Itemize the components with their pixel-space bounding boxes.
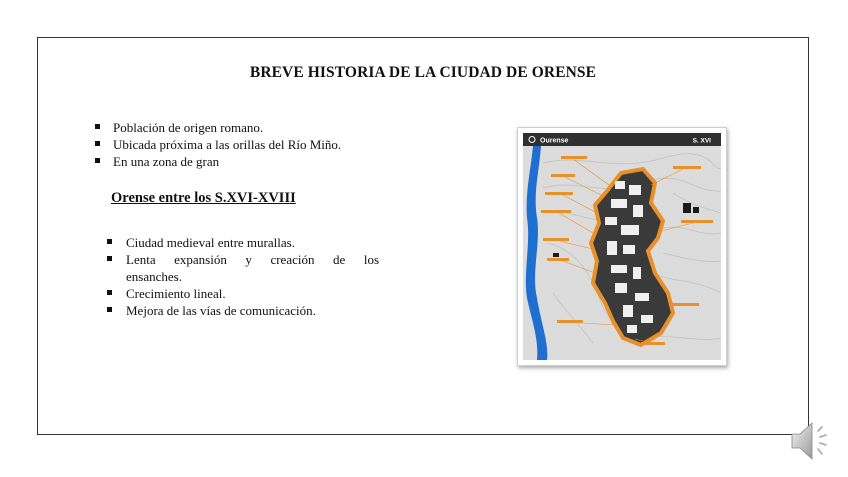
outlying-building: [693, 207, 699, 213]
slide-title: BREVE HISTORIA DE LA CIUDAD DE ORENSE: [249, 64, 597, 81]
list-item-continuation: ensanches.: [126, 269, 182, 284]
outlying-building: [553, 253, 559, 257]
list-item: Mejora de las vías de comunicación.: [107, 302, 379, 319]
list-item: Ciudad medieval entre murallas.: [107, 234, 379, 251]
intro-bullet-list: [95, 119, 395, 170]
list-item: Crecimiento lineal.: [107, 285, 379, 302]
bullet-icon: [95, 124, 100, 129]
bullet-icon: [95, 158, 100, 163]
bullet-icon: [107, 239, 112, 244]
detail-bullet-list: [107, 234, 379, 319]
map-header-period: S. XVI: [692, 137, 711, 145]
map-header-title: Ourense: [540, 137, 569, 145]
bullet-icon: [107, 256, 112, 261]
list-item: Ubicada próxima a las orillas del Río Miño.: [95, 136, 395, 153]
city-map-image: [517, 127, 727, 366]
slide-frame: [37, 37, 809, 435]
list-item: Lenta expansión y creación de los ensanches.: [107, 251, 379, 285]
city-map-illustration: [523, 133, 721, 360]
list-item: En una zona de gran: [95, 153, 395, 170]
bullet-icon: [107, 307, 112, 312]
list-item: Población de origen romano.: [95, 119, 395, 136]
outlying-building: [683, 203, 691, 213]
speaker-icon[interactable]: [788, 419, 834, 463]
bullet-icon: [95, 141, 100, 146]
bullet-icon: [107, 290, 112, 295]
section-subtitle: Orense entre los S.XVI-XVIII: [111, 190, 296, 206]
